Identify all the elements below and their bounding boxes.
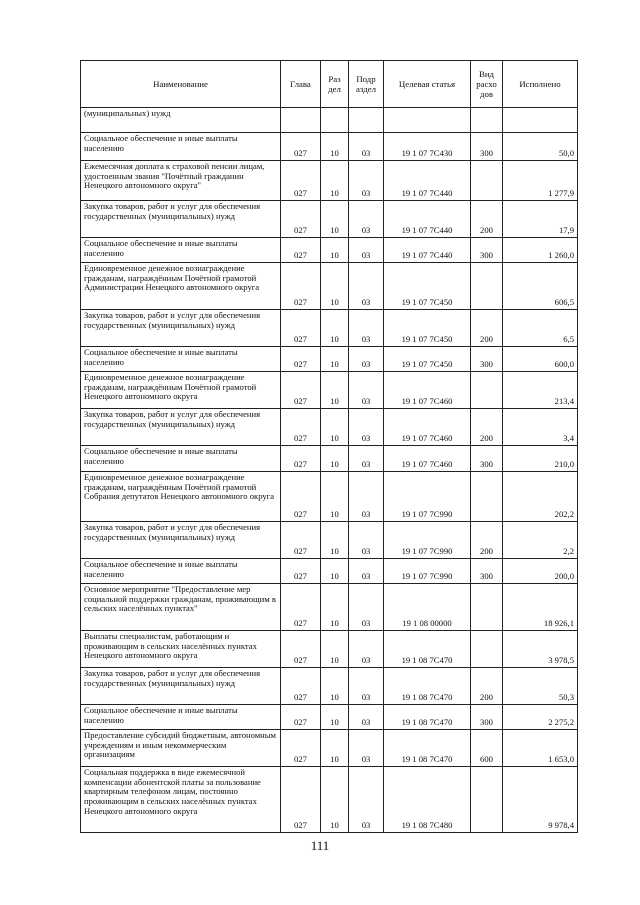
- table-row: [81, 705, 578, 730]
- header-razdel: Раз дел: [321, 61, 349, 108]
- cell-name: Закупка товаров, работ и услуг для обеспечения государственных (муниципальных) нужд: [81, 409, 281, 446]
- cell-name: Единовременное денежное вознаграждение гражданам, награждённым Почётной грамотой Администрации Ненецкого автономного округа: [81, 263, 281, 310]
- cell-razdel: 10: [321, 201, 349, 238]
- cell-glava: 027: [281, 161, 321, 201]
- cell-razdel: 10: [321, 161, 349, 201]
- cell-ispolneno: 202,2: [503, 472, 578, 522]
- cell-tselevaya-statya: 19 1 08 00000: [384, 584, 471, 631]
- cell-vid-rashodov: [471, 263, 503, 310]
- cell-ispolneno: 9 978,4: [503, 767, 578, 833]
- header-glava: Глава: [281, 61, 321, 108]
- cell-tselevaya-statya: 19 1 07 7С460: [384, 372, 471, 409]
- cell-name: Социальное обеспечение и иные выплаты населению: [81, 347, 281, 372]
- cell-name: Социальное обеспечение и иные выплаты населению: [81, 133, 281, 161]
- cell-razdel: 10: [321, 668, 349, 705]
- cell-podrazdel: 03: [349, 522, 384, 559]
- cell-vid-rashodov: 300: [471, 559, 503, 584]
- cell-razdel: 10: [321, 446, 349, 472]
- cell-vid-rashodov: 200: [471, 201, 503, 238]
- cell-podrazdel: 03: [349, 730, 384, 767]
- table-row: [81, 584, 578, 631]
- cell-ispolneno: 18 926,1: [503, 584, 578, 631]
- table-row: [81, 108, 578, 133]
- cell-razdel: 10: [321, 559, 349, 584]
- cell-tselevaya-statya: 19 1 08 7С470: [384, 730, 471, 767]
- cell-podrazdel: 03: [349, 201, 384, 238]
- cell-name: Социальное обеспечение и иные выплаты населению: [81, 446, 281, 472]
- table-row: [81, 133, 578, 161]
- cell-tselevaya-statya: 19 1 07 7С450: [384, 347, 471, 372]
- cell-name: Предоставление субсидий бюджетным, автономным учреждениям и иным некоммерческим организациям: [81, 730, 281, 767]
- cell-vid-rashodov: [471, 584, 503, 631]
- cell-glava: 027: [281, 263, 321, 310]
- cell-glava: 027: [281, 559, 321, 584]
- cell-podrazdel: 03: [349, 238, 384, 263]
- cell-glava: 027: [281, 446, 321, 472]
- table-row: [81, 409, 578, 446]
- header-ispolneno: Исполнено: [503, 61, 578, 108]
- table-row: [81, 472, 578, 522]
- header-tselevaya-statya: Целевая статья: [384, 61, 471, 108]
- cell-glava: 027: [281, 372, 321, 409]
- cell-razdel: 10: [321, 238, 349, 263]
- cell-vid-rashodov: 200: [471, 522, 503, 559]
- cell-podrazdel: 03: [349, 372, 384, 409]
- cell-vid-rashodov: 200: [471, 668, 503, 705]
- header-vid-rashodov: Вид расхо дов: [471, 61, 503, 108]
- cell-vid-rashodov: 200: [471, 310, 503, 347]
- cell-glava: 027: [281, 705, 321, 730]
- budget-table-container: [80, 60, 577, 833]
- cell-tselevaya-statya: 19 1 08 7С480: [384, 767, 471, 833]
- cell-razdel: 10: [321, 767, 349, 833]
- cell-name: Ежемесячная доплата к страховой пенсии лицам, удостоенным звания "Почётный гражданин Ненецкого автономного округа": [81, 161, 281, 201]
- cell-glava: 027: [281, 584, 321, 631]
- cell-tselevaya-statya: 19 1 07 7С460: [384, 446, 471, 472]
- cell-name: Закупка товаров, работ и услуг для обеспечения государственных (муниципальных) нужд: [81, 201, 281, 238]
- cell-podrazdel: 03: [349, 767, 384, 833]
- cell-ispolneno: 2,2: [503, 522, 578, 559]
- table-row: [81, 372, 578, 409]
- cell-tselevaya-statya: 19 1 07 7С990: [384, 559, 471, 584]
- table-row: [81, 347, 578, 372]
- cell-glava: 027: [281, 409, 321, 446]
- cell-ispolneno: [503, 108, 578, 133]
- cell-name: Закупка товаров, работ и услуг для обеспечения государственных (муниципальных) нужд: [81, 522, 281, 559]
- cell-ispolneno: 50,3: [503, 668, 578, 705]
- table-row: [81, 446, 578, 472]
- cell-razdel: 10: [321, 409, 349, 446]
- cell-podrazdel: 03: [349, 559, 384, 584]
- cell-ispolneno: 1 653,0: [503, 730, 578, 767]
- cell-tselevaya-statya: 19 1 07 7С990: [384, 522, 471, 559]
- cell-razdel: 10: [321, 705, 349, 730]
- cell-name: (муниципальных) нужд: [81, 108, 281, 133]
- table-row: [81, 201, 578, 238]
- cell-vid-rashodov: [471, 108, 503, 133]
- header-podrazdel: Подр аздел: [349, 61, 384, 108]
- cell-name: Выплаты специалистам, работающим и проживающим в сельских населённых пунктах Ненецкого автономного округа: [81, 631, 281, 668]
- cell-ispolneno: 210,0: [503, 446, 578, 472]
- cell-glava: 027: [281, 201, 321, 238]
- cell-ispolneno: 3 978,5: [503, 631, 578, 668]
- cell-glava: 027: [281, 767, 321, 833]
- cell-name: Единовременное денежное вознаграждение гражданам, награждённым Почётной грамотой Ненецкого автономного округа: [81, 372, 281, 409]
- cell-razdel: 10: [321, 522, 349, 559]
- cell-razdel: 10: [321, 472, 349, 522]
- cell-podrazdel: 03: [349, 409, 384, 446]
- cell-glava: 027: [281, 631, 321, 668]
- cell-vid-rashodov: 300: [471, 347, 503, 372]
- cell-razdel: 10: [321, 133, 349, 161]
- cell-tselevaya-statya: 19 1 07 7С990: [384, 472, 471, 522]
- cell-tselevaya-statya: 19 1 07 7С430: [384, 133, 471, 161]
- cell-ispolneno: 2 275,2: [503, 705, 578, 730]
- cell-ispolneno: 17,9: [503, 201, 578, 238]
- cell-razdel: 10: [321, 730, 349, 767]
- table-row: [81, 631, 578, 668]
- cell-glava: 027: [281, 347, 321, 372]
- cell-razdel: 10: [321, 263, 349, 310]
- cell-glava: 027: [281, 668, 321, 705]
- cell-razdel: 10: [321, 631, 349, 668]
- cell-razdel: 10: [321, 584, 349, 631]
- cell-ispolneno: 50,0: [503, 133, 578, 161]
- cell-tselevaya-statya: 19 1 07 7С440: [384, 161, 471, 201]
- cell-ispolneno: 1 277,9: [503, 161, 578, 201]
- table-row: [81, 161, 578, 201]
- cell-podrazdel: 03: [349, 668, 384, 705]
- cell-name: Социальное обеспечение и иные выплаты населению: [81, 238, 281, 263]
- cell-glava: 027: [281, 522, 321, 559]
- cell-name: Единовременное денежное вознаграждение гражданам, награждённым Почётной грамотой Собрания депутатов Ненецкого автономного округа: [81, 472, 281, 522]
- cell-name: Закупка товаров, работ и услуг для обеспечения государственных (муниципальных) нужд: [81, 310, 281, 347]
- cell-name: Основное мероприятие "Предоставление мер социальной поддержки гражданам, проживающим в сельских населённых пунктах": [81, 584, 281, 631]
- cell-vid-rashodov: [471, 631, 503, 668]
- cell-glava: 027: [281, 133, 321, 161]
- cell-vid-rashodov: 200: [471, 409, 503, 446]
- cell-glava: [281, 108, 321, 133]
- cell-name: Социальная поддержка в виде ежемесячной компенсации абонентской платы за пользование квартирным телефоном лицам, постоянно проживающим в сельских населённых пунктах Ненецкого автономного округа: [81, 767, 281, 833]
- table-row: [81, 263, 578, 310]
- cell-podrazdel: [349, 108, 384, 133]
- cell-podrazdel: 03: [349, 263, 384, 310]
- cell-vid-rashodov: 300: [471, 446, 503, 472]
- cell-glava: 027: [281, 310, 321, 347]
- cell-podrazdel: 03: [349, 446, 384, 472]
- cell-ispolneno: 3,4: [503, 409, 578, 446]
- cell-podrazdel: 03: [349, 631, 384, 668]
- cell-razdel: 10: [321, 372, 349, 409]
- table-row: [81, 238, 578, 263]
- table-row: [81, 310, 578, 347]
- cell-vid-rashodov: [471, 472, 503, 522]
- header-name: Наименование: [81, 61, 281, 108]
- cell-tselevaya-statya: 19 1 07 7С440: [384, 238, 471, 263]
- table-row: [81, 522, 578, 559]
- cell-podrazdel: 03: [349, 133, 384, 161]
- cell-vid-rashodov: [471, 767, 503, 833]
- cell-tselevaya-statya: 19 1 08 7С470: [384, 668, 471, 705]
- page-number: 111: [310, 838, 330, 853]
- cell-podrazdel: 03: [349, 472, 384, 522]
- cell-ispolneno: 213,4: [503, 372, 578, 409]
- cell-ispolneno: 200,0: [503, 559, 578, 584]
- cell-glava: 027: [281, 472, 321, 522]
- cell-glava: 027: [281, 238, 321, 263]
- cell-ispolneno: 1 260,0: [503, 238, 578, 263]
- cell-tselevaya-statya: 19 1 07 7С460: [384, 409, 471, 446]
- budget-execution-table: [80, 60, 578, 833]
- cell-razdel: 10: [321, 347, 349, 372]
- cell-vid-rashodov: 300: [471, 705, 503, 730]
- cell-podrazdel: 03: [349, 310, 384, 347]
- table-row: [81, 730, 578, 767]
- cell-vid-rashodov: 600: [471, 730, 503, 767]
- cell-tselevaya-statya: 19 1 07 7С450: [384, 310, 471, 347]
- cell-razdel: [321, 108, 349, 133]
- table-row: [81, 668, 578, 705]
- table-row: [81, 767, 578, 833]
- cell-ispolneno: 600,0: [503, 347, 578, 372]
- cell-tselevaya-statya: 19 1 07 7С440: [384, 201, 471, 238]
- cell-podrazdel: 03: [349, 161, 384, 201]
- cell-glava: 027: [281, 730, 321, 767]
- cell-vid-rashodov: [471, 372, 503, 409]
- cell-podrazdel: 03: [349, 705, 384, 730]
- cell-tselevaya-statya: [384, 108, 471, 133]
- cell-tselevaya-statya: 19 1 08 7С470: [384, 705, 471, 730]
- cell-vid-rashodov: 300: [471, 238, 503, 263]
- cell-razdel: 10: [321, 310, 349, 347]
- cell-tselevaya-statya: 19 1 08 7С470: [384, 631, 471, 668]
- table-row: [81, 559, 578, 584]
- cell-podrazdel: 03: [349, 347, 384, 372]
- table-header-row: [81, 61, 578, 108]
- cell-ispolneno: 6,5: [503, 310, 578, 347]
- cell-name: Социальное обеспечение и иные выплаты населению: [81, 705, 281, 730]
- cell-name: Закупка товаров, работ и услуг для обеспечения государственных (муниципальных) нужд: [81, 668, 281, 705]
- cell-tselevaya-statya: 19 1 07 7С450: [384, 263, 471, 310]
- cell-vid-rashodov: 300: [471, 133, 503, 161]
- cell-vid-rashodov: [471, 161, 503, 201]
- cell-ispolneno: 606,5: [503, 263, 578, 310]
- cell-podrazdel: 03: [349, 584, 384, 631]
- cell-name: Социальное обеспечение и иные выплаты населению: [81, 559, 281, 584]
